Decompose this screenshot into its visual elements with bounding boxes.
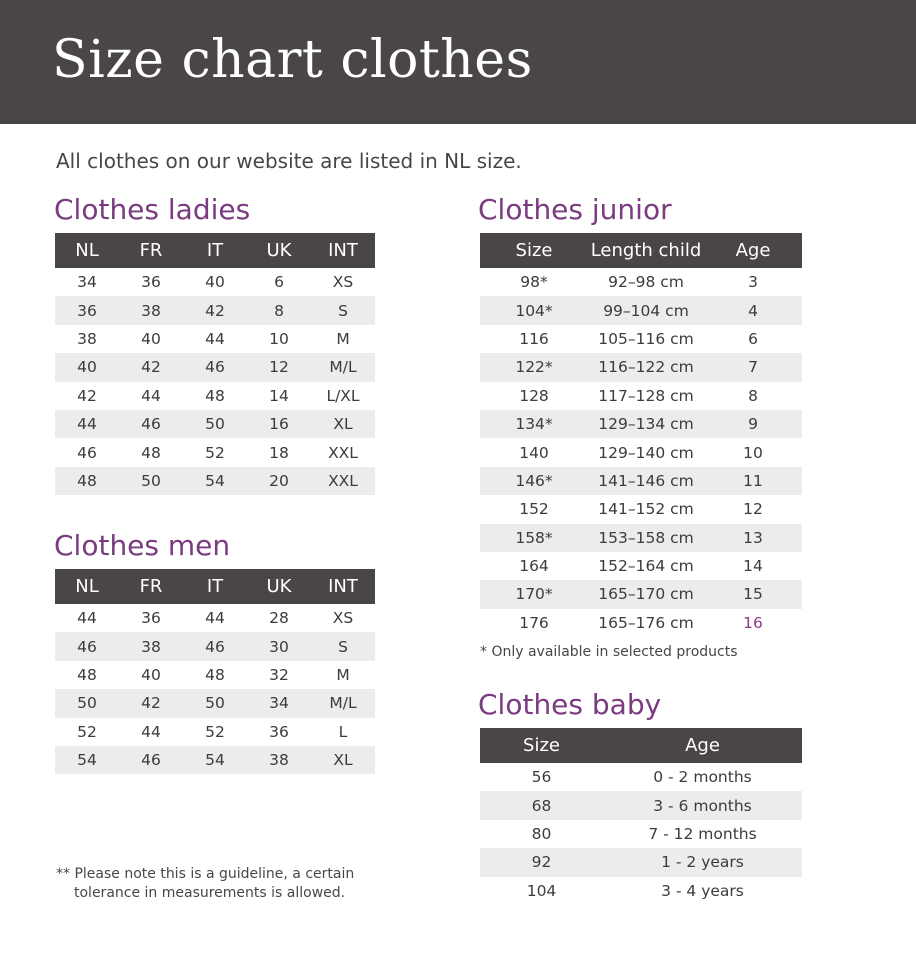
table-cell: 46 <box>183 632 247 660</box>
table-cell: 6 <box>748 329 758 348</box>
column-header: UK <box>247 233 311 268</box>
table-cell: 16 <box>247 410 311 438</box>
table-cell: 141–152 cm <box>598 500 694 519</box>
intro-text: All clothes on our website are listed in NL size. <box>56 149 522 173</box>
table-cell: 46 <box>183 353 247 381</box>
table-cell: 116 <box>519 329 549 348</box>
table-cell: 46 <box>55 632 119 660</box>
ladies-size-table <box>55 233 375 495</box>
table-row <box>480 791 802 819</box>
table-cell: 20 <box>247 467 311 495</box>
table-cell: 141–146 cm <box>588 467 704 495</box>
table-cell: 54 <box>183 467 247 495</box>
column-header: IT <box>183 233 247 268</box>
table-cell: 134* <box>480 410 588 438</box>
table-cell: 4 <box>704 296 802 324</box>
column-header: INT <box>311 233 375 268</box>
table-cell: 38 <box>119 632 183 660</box>
junior-note: * Only available in selected products <box>480 644 738 660</box>
table-cell: 28 <box>269 609 289 628</box>
table-cell: 15 <box>704 580 802 608</box>
baby-title: Clothes baby <box>478 688 662 721</box>
column-header: NL <box>55 233 119 268</box>
table-cell: 0 - 2 months <box>653 768 752 787</box>
column-header: FR <box>119 569 183 604</box>
table-cell: 40 <box>55 353 119 381</box>
table-cell: 3 - 6 months <box>603 791 802 819</box>
table-row <box>55 410 375 438</box>
table-header-row <box>55 233 375 268</box>
table-row <box>480 820 802 848</box>
table-cell: 8 <box>247 296 311 324</box>
table-cell: 6 <box>274 273 284 292</box>
table-cell: 48 <box>77 665 97 684</box>
table-cell: 52 <box>77 722 97 741</box>
column-header: FR <box>119 233 183 268</box>
column-header: UK <box>247 569 311 604</box>
table-cell: 48 <box>205 665 225 684</box>
table-cell: 14 <box>269 386 289 405</box>
table-row <box>55 467 375 495</box>
page-title: Size chart clothes <box>52 30 533 90</box>
table-cell: 158* <box>480 524 588 552</box>
table-cell: 152–164 cm <box>598 557 694 576</box>
table-row <box>480 877 802 905</box>
table-cell: M <box>336 665 350 684</box>
table-cell: 140 <box>519 443 549 462</box>
table-cell: 50 <box>119 467 183 495</box>
table-row <box>55 438 375 466</box>
column-header: Age <box>603 728 802 763</box>
footnote-line-1: ** Please note this is a guideline, a certain <box>56 866 355 882</box>
table-cell: 16 <box>743 613 763 632</box>
table-cell: S <box>311 632 375 660</box>
column-header: INT <box>311 569 375 604</box>
baby-size-table <box>480 728 802 905</box>
table-cell: 46 <box>119 746 183 774</box>
table-row <box>55 661 375 689</box>
table-row <box>480 552 802 580</box>
table-cell: XXL <box>328 443 358 462</box>
table-cell: 38 <box>77 329 97 348</box>
column-header: Length child <box>588 233 704 268</box>
table-row <box>480 848 802 876</box>
table-cell: 40 <box>141 329 161 348</box>
table-header-row <box>480 728 802 763</box>
table-cell: 42 <box>119 689 183 717</box>
column-header: NL <box>55 569 119 604</box>
table-cell: M/L <box>311 689 375 717</box>
table-cell: L <box>338 722 348 741</box>
table-cell: 52 <box>205 443 225 462</box>
table-cell: 1 - 2 years <box>603 848 802 876</box>
table-row <box>480 268 802 296</box>
table-row <box>480 495 802 523</box>
table-cell: 104 <box>526 881 557 900</box>
table-cell: 9 <box>704 410 802 438</box>
table-row <box>55 382 375 410</box>
table-cell: 153–158 cm <box>588 524 704 552</box>
table-cell: 99–104 cm <box>588 296 704 324</box>
table-cell: 12 <box>247 353 311 381</box>
men-size-table <box>55 569 375 774</box>
table-row <box>55 353 375 381</box>
table-cell: 44 <box>77 609 97 628</box>
table-cell: 44 <box>205 609 225 628</box>
table-cell: 42 <box>77 386 97 405</box>
table-cell: 12 <box>743 500 763 519</box>
table-cell: 38 <box>119 296 183 324</box>
table-cell: 44 <box>141 722 161 741</box>
table-cell: 152 <box>519 500 549 519</box>
table-row <box>480 438 802 466</box>
table-row <box>480 353 802 381</box>
table-cell: 42 <box>183 296 247 324</box>
table-cell: 117–128 cm <box>598 386 694 405</box>
table-cell: XS <box>332 609 354 628</box>
ladies-title: Clothes ladies <box>54 193 251 226</box>
table-cell: 54 <box>183 746 247 774</box>
table-cell: 13 <box>704 524 802 552</box>
table-cell: 30 <box>247 632 311 660</box>
table-cell: 98* <box>520 273 548 292</box>
junior-title: Clothes junior <box>478 193 672 226</box>
table-cell: 105–116 cm <box>598 329 694 348</box>
table-row <box>480 296 802 324</box>
table-cell: 92 <box>480 848 603 876</box>
table-cell: 40 <box>141 665 161 684</box>
table-cell: 116–122 cm <box>588 353 704 381</box>
table-cell: 165–176 cm <box>598 613 694 632</box>
table-cell: 50 <box>183 689 247 717</box>
table-cell: XXL <box>311 467 375 495</box>
table-cell: 14 <box>743 557 763 576</box>
table-cell: 129–140 cm <box>598 443 694 462</box>
table-cell: 34 <box>247 689 311 717</box>
table-cell: XL <box>311 410 375 438</box>
table-cell: 8 <box>748 386 758 405</box>
table-row <box>480 524 802 552</box>
table-row <box>55 296 375 324</box>
table-cell: 44 <box>141 386 161 405</box>
table-header-row <box>55 569 375 604</box>
table-header-row <box>480 233 802 268</box>
table-cell: 36 <box>141 273 161 292</box>
table-cell: S <box>311 296 375 324</box>
table-cell: 3 - 4 years <box>661 881 744 900</box>
table-cell: 54 <box>55 746 119 774</box>
table-cell: 128 <box>519 386 549 405</box>
table-row <box>480 325 802 353</box>
table-cell: 3 <box>748 273 758 292</box>
table-cell: 46 <box>119 410 183 438</box>
table-cell: XL <box>311 746 375 774</box>
column-header: Age <box>704 233 802 268</box>
table-row <box>480 763 802 791</box>
table-cell: M/L <box>311 353 375 381</box>
table-cell: 50 <box>183 410 247 438</box>
table-row <box>55 746 375 774</box>
table-cell: 129–134 cm <box>588 410 704 438</box>
table-row <box>480 382 802 410</box>
table-cell: 36 <box>55 296 119 324</box>
table-row <box>480 580 802 608</box>
table-cell: 7 <box>704 353 802 381</box>
table-cell: 48 <box>55 467 119 495</box>
table-cell: 52 <box>205 722 225 741</box>
table-cell: 122* <box>480 353 588 381</box>
table-cell: XS <box>332 273 354 292</box>
table-row <box>55 604 375 632</box>
table-cell: 176 <box>519 613 549 632</box>
table-cell: 104* <box>480 296 588 324</box>
table-cell: 164 <box>519 557 549 576</box>
table-cell: 10 <box>269 329 289 348</box>
table-cell: 36 <box>141 609 161 628</box>
table-cell: L/XL <box>326 386 360 405</box>
table-cell: 44 <box>55 410 119 438</box>
column-header: Size <box>480 233 588 268</box>
table-cell: M <box>336 329 350 348</box>
table-row <box>480 410 802 438</box>
table-cell: 50 <box>55 689 119 717</box>
table-cell: 18 <box>269 443 289 462</box>
table-row <box>55 689 375 717</box>
table-cell: 56 <box>531 768 552 787</box>
header-banner <box>0 0 916 124</box>
table-cell: 92–98 cm <box>608 273 684 292</box>
table-cell: 38 <box>247 746 311 774</box>
table-cell: 170* <box>480 580 588 608</box>
table-row <box>480 467 802 495</box>
table-row <box>480 609 802 637</box>
table-cell: 34 <box>77 273 97 292</box>
table-cell: 42 <box>119 353 183 381</box>
table-cell: 10 <box>743 443 763 462</box>
table-cell: 11 <box>704 467 802 495</box>
table-cell: 48 <box>141 443 161 462</box>
table-cell: 80 <box>531 824 552 843</box>
table-row <box>55 632 375 660</box>
table-cell: 7 - 12 months <box>648 824 757 843</box>
men-title: Clothes men <box>54 529 231 562</box>
table-cell: 44 <box>205 329 225 348</box>
table-row <box>55 325 375 353</box>
column-header: Size <box>480 728 603 763</box>
table-cell: 48 <box>205 386 225 405</box>
guideline-footnote <box>56 865 354 903</box>
table-cell: 46 <box>77 443 97 462</box>
table-cell: 146* <box>480 467 588 495</box>
junior-size-table <box>480 233 802 637</box>
table-row <box>55 268 375 296</box>
table-cell: 40 <box>205 273 225 292</box>
table-row <box>55 718 375 746</box>
table-cell: 32 <box>269 665 289 684</box>
table-cell: 68 <box>480 791 603 819</box>
table-cell: 36 <box>269 722 289 741</box>
footnote-line-2: tolerance in measurements is allowed. <box>74 885 346 901</box>
column-header: IT <box>183 569 247 604</box>
table-cell: 165–170 cm <box>588 580 704 608</box>
